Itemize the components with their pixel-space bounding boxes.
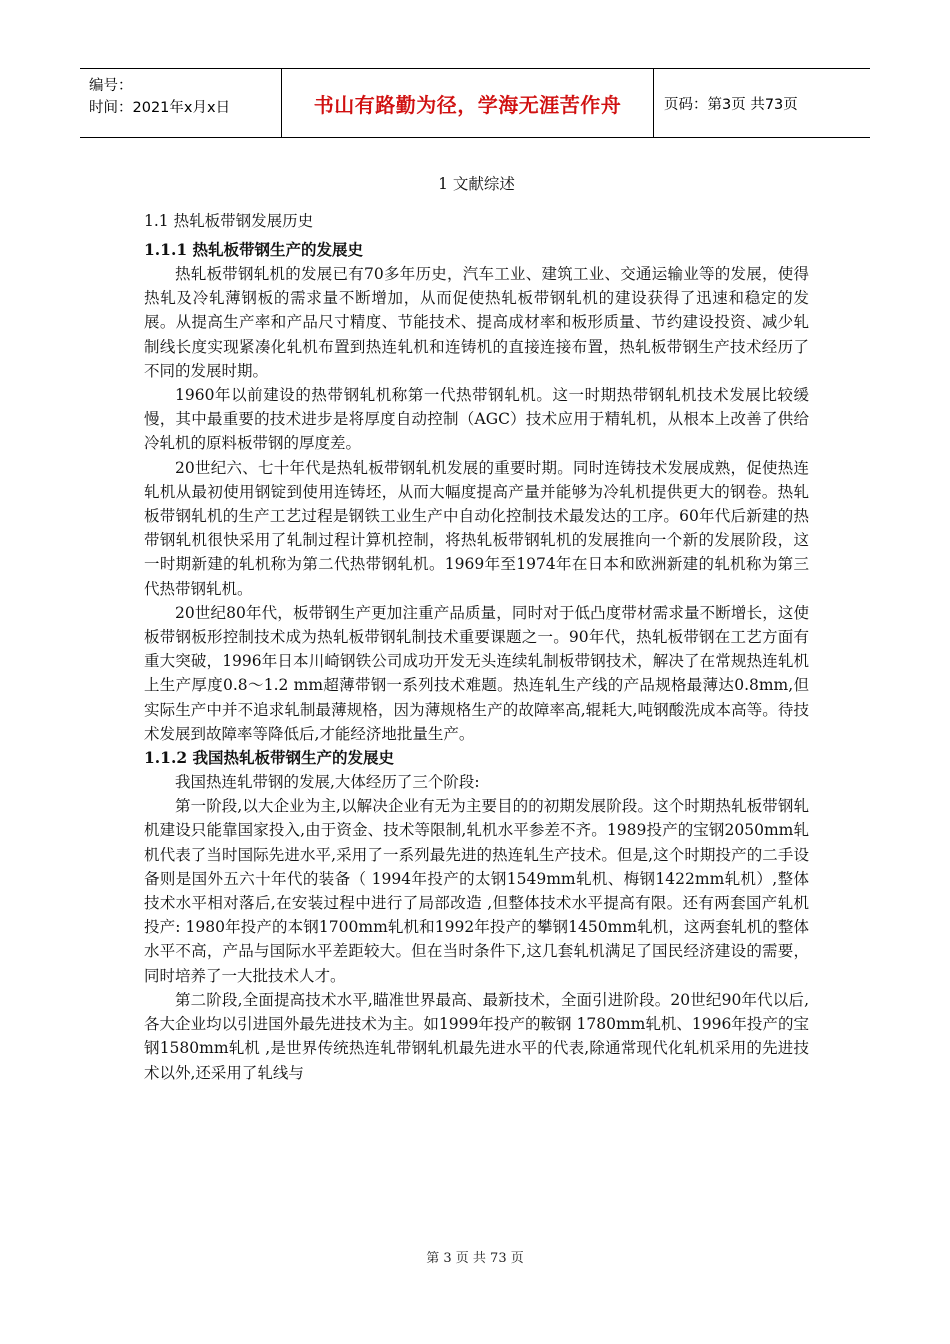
header-number-label: 编号：: [89, 78, 133, 94]
paragraph: 1960年以前建设的热带钢轧机称第一代热带钢轧机。这一时期热带钢轧机技术发展比较缓慢，其中最重要的技术进步是将厚度自动控制（AGC）技术应用于精轧机，从根本上改善了供给冷轧机的原料板带钢的厚度差。: [144, 386, 809, 453]
subsection-title-2: 1.1.2 我国热轧板带钢生产的发展史: [144, 748, 395, 768]
page-footer: 第 3 页 共 73 页: [426, 1251, 524, 1266]
chapter-title: 1 文献综述: [438, 175, 515, 193]
document-body: [144, 170, 809, 1085]
paragraph: 第二阶段,全面提高技术水平,瞄准世界最高、最新技术，全面引进阶段。20世纪90年代以后,各大企业均以引进国外最先进技术为主。如1999年投产的鞍钢 1780mm轧机、1996年投产的宝钢1580mm轧机 ,是世界传统热连轧带钢轧机最先进水平的代表,除通常现代化轧机采用的先进技术以外,还采用了轧线与: [144, 990, 809, 1082]
page-header: [80, 68, 870, 138]
section-title: 1.1 热轧板带钢发展历史: [144, 212, 314, 230]
paragraph: 第一阶段,以大企业为主,以解决企业有无为主要目的的初期发展阶段。这个时期热轧板带钢轧机建设只能靠国家投入,由于资金、技术等限制,轧机水平参差不齐。1989投产的宝钢2050mm轧机代表了当时国际先进水平,采用了一系列最先进的热连轧生产技术。但是,这个时期投产的二手设备则是国外五六十年代的装备（ 1994年投产的太钢1549mm轧机、梅钢1422mm轧机）,整体技术水平相对落后,在安装过程中进行了局部改造 ,但整体技术水平提高有限。还有两套国产轧机投产: 1980年投产的本钢1700mm轧机和1992年投产的攀钢1450mm轧机，这两套轧机的整体水平不高，产品与国际水平差距较大。但在当时条件下,这几套轧机满足了国民经济建设的需要，同时培养了一大批技术人才。: [144, 797, 809, 985]
header-motto: 书山有路勤为径，学海无涯苦作舟: [282, 69, 654, 137]
paragraph: 20世纪六、七十年代是热轧板带钢轧机发展的重要时期。同时连铸技术发展成熟，促使热连轧机从最初使用钢锭到使用连铸坯，从而大幅度提高产量并能够为冷轧机提供更大的钢卷。热轧板带钢轧机的生产工艺过程是钢铁工业生产中自动化控制技术最发达的工序。60年代后新建的热带钢轧机很快采用了轧制过程计算机控制，将热轧板带钢轧机的发展推向一个新的发展阶段，这一时期新建的轧机称为第二代热带钢轧机。1969年至1974年在日本和欧洲新建的轧机称为第三代热带钢轧机。: [144, 458, 809, 598]
paragraph: 热轧板带钢轧机的发展已有70多年历史，汽车工业、建筑工业、交通运输业等的发展，使得热轧及冷轧薄钢板的需求量不断增加，从而促使热轧板带钢轧机的建设获得了迅速和稳定的发展。从提高生产率和产品尺寸精度、节能技术、提高成材率和板形质量、节约建设投资、减少轧制线长度实现紧凑化轧机布置到热连轧机和连铸机的直接连接布置，热轧板带钢生产技术经历了不同的发展时期。: [144, 265, 809, 380]
header-meta: [80, 69, 282, 137]
paragraph: 我国热连轧带钢的发展,大体经历了三个阶段:: [175, 773, 480, 792]
subsection-title-1: 1.1.1 热轧板带钢生产的发展史: [144, 240, 364, 259]
paragraph: 20世纪80年代，板带钢生产更加注重产品质量，同时对于低凸度带材需求量不断增长，这使板带钢板形控制技术成为热轧板带钢轧制技术重要课题之一。90年代，热轧板带钢在工艺方面有重大突破，1996年日本川崎钢铁公司成功开发无头连续轧制板带钢技术，解决了在常规热连轧机上生产厚度0.8～1.2 mm超薄带钢一系列技术难题。热连轧生产线的产品规格最薄达0.8mm,但实际生产中并不追求轧制最薄规格，因为薄规格生产的故障率高,辊耗大,吨钢酸洗成本高等。待技术发展到故障率等降低后,才能经济地批量生产。: [144, 603, 809, 743]
header-time-label: 时间：2021年x月x日: [89, 100, 231, 116]
header-page-info: 页码：第3页 共73页: [664, 96, 798, 113]
